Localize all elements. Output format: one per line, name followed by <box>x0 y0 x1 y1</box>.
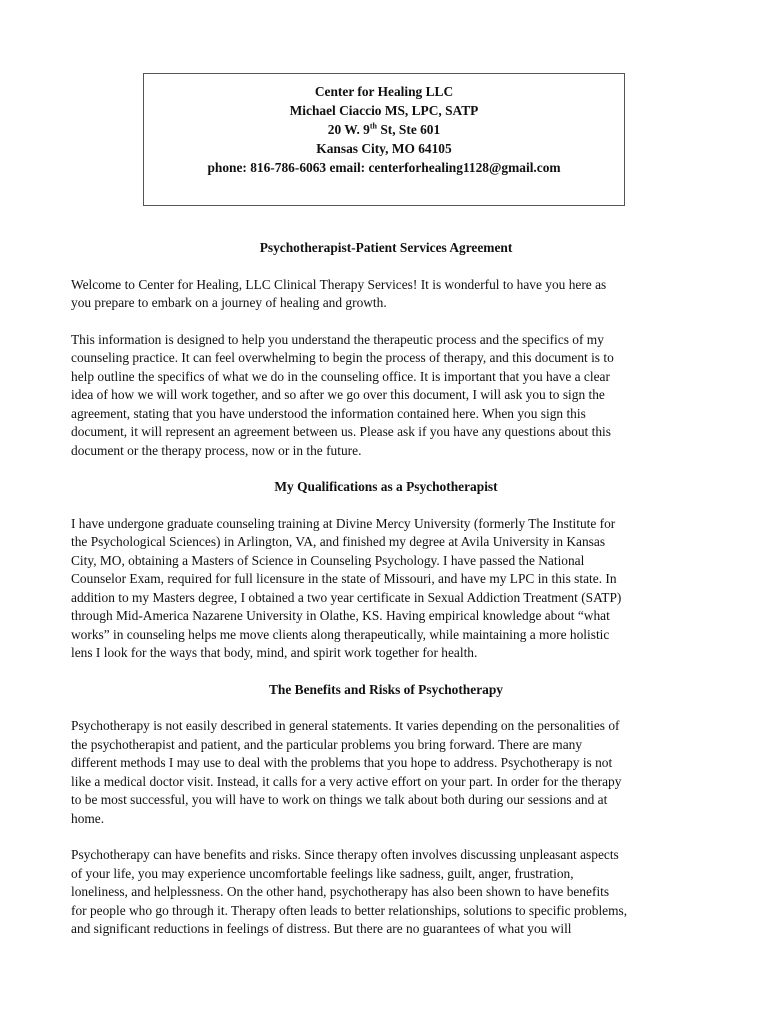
intro-line: agreement, stating that you have understood the information contained here. When you sign this <box>71 405 586 421</box>
benefits-paragraph-1 <box>71 717 701 828</box>
qualifications-line: works” in counseling helps me move clients along therapeutically, while maintaining a more holistic <box>71 626 610 642</box>
qualifications-line: Counselor Exam, required for full licensure in the state of Missouri, and have my LPC in this state. In <box>71 571 617 586</box>
address-ordinal: th <box>369 121 377 131</box>
qualifications-paragraph <box>71 515 701 663</box>
intro-line: document or the therapy process, now or in the future. <box>71 442 362 458</box>
qualifications-line: lens I look for the ways that body, mind, and spirit work together for health. <box>71 645 478 660</box>
qualifications-line: through Mid-America Nazarene University in Olathe, KS. Having empirical knowledge about “what <box>71 608 610 623</box>
qualifications-line: City, MO, obtaining a Masters of Science in Counseling Psychology. I have passed the National <box>71 552 585 568</box>
document-title: Psychotherapist-Patient Services Agreement <box>259 240 513 255</box>
qualifications-heading: My Qualifications as a Psychotherapist <box>274 479 498 494</box>
intro-paragraph <box>71 331 701 461</box>
benefits-line: to be most successful, you will have to work on things we talk about both during our sessions and at <box>71 792 608 807</box>
benefits-line: like a medical doctor visit. Instead, it calls for a very active effort on your part. In order for the therapy <box>71 773 622 789</box>
document-body <box>71 239 701 939</box>
benefits-line: different methods I may use to deal with the problems that you hope to address. Psychotherapy is not <box>71 755 613 770</box>
qualifications-line: addition to my Masters degree, I obtained a two year certificate in Sexual Addiction Treatment (SATP) <box>71 589 622 605</box>
benefits-heading: The Benefits and Risks of Psychotherapy <box>269 681 503 697</box>
contact-line: phone: 816-786-6063 email: centerforhealing1128@gmail.com <box>207 160 561 175</box>
welcome-line: you prepare to embark on a journey of healing and growth. <box>71 295 387 310</box>
street-address <box>144 120 624 139</box>
letterhead-box <box>143 73 625 206</box>
benefits-line: of your life, you may experience uncomfortable feelings like sadness, guilt, anger, frustration, <box>71 865 574 881</box>
address-number: 20 W. 9 <box>327 122 370 137</box>
intro-line: help outline the specifics of what we do in the counseling office. It is important that you have a clear <box>71 368 610 384</box>
benefits-line: Psychotherapy can have benefits and risks. Since therapy often involves discussing unpleasant aspects <box>71 847 619 862</box>
intro-line: This information is designed to help you understand the therapeutic process and the specifics of my <box>71 331 604 347</box>
benefits-line: home. <box>71 810 105 826</box>
welcome-paragraph <box>71 276 701 313</box>
benefits-line: the psychotherapist and patient, and the particular problems you bring forward. There are many <box>71 736 583 752</box>
intro-line: counseling practice. It can feel overwhelming to begin the process of therapy, and this document is to <box>71 350 614 365</box>
city-line: Kansas City, MO 64105 <box>316 141 452 156</box>
benefits-line: for people who go through it. Therapy often leads to better relationships, solutions to specific problems, <box>71 902 628 918</box>
address-street: St, Ste 601 <box>376 122 441 137</box>
benefits-line: Psychotherapy is not easily described in general statements. It varies depending on the personalities of <box>71 718 620 733</box>
intro-line: idea of how we will work together, and so after we go over this document, I will ask you to sign the <box>71 387 605 402</box>
benefits-paragraph-2 <box>71 846 701 939</box>
clinician-name: Michael Ciaccio MS, LPC, SATP <box>289 103 479 118</box>
benefits-line: loneliness, and helplessness. On the other hand, psychotherapy has also been shown to have benefits <box>71 884 610 899</box>
welcome-line: Welcome to Center for Healing, LLC Clinical Therapy Services! It is wonderful to have you here as <box>71 276 607 292</box>
qualifications-line: the Psychological Sciences) in Arlington, VA, and finished my degree at Avila University in Kansas <box>71 534 606 549</box>
benefits-line: and significant reductions in feelings of distress. But there are no guarantees of what you will <box>71 921 572 936</box>
intro-line: document, it will represent an agreement between us. Please ask if you have any questions about this <box>71 424 611 439</box>
qualifications-line: I have undergone graduate counseling training at Divine Mercy University (formerly The Institute for <box>71 515 616 531</box>
org-name: Center for Healing LLC <box>314 84 454 99</box>
